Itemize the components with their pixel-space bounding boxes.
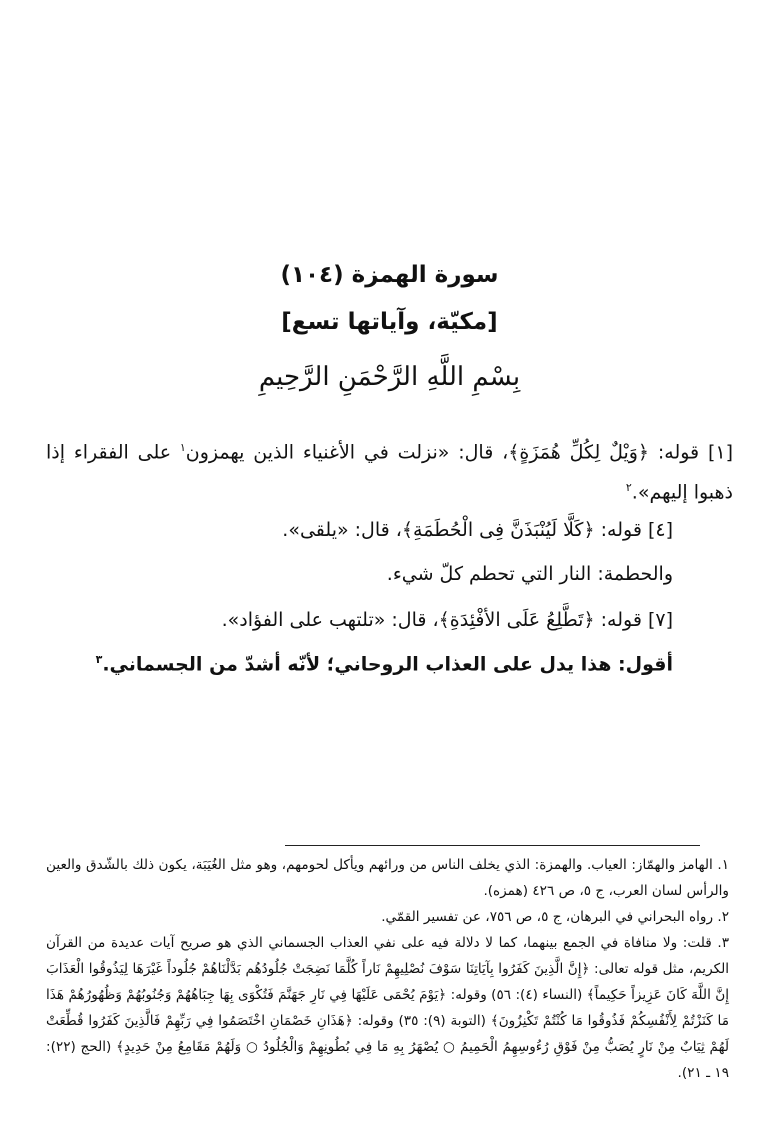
footnote-ref[interactable]: ١	[179, 441, 186, 454]
footnote-item	[46, 930, 729, 1086]
paragraph-verse-1	[46, 430, 733, 511]
footnote-text: الهامز والهمّاز: العياب. والهمزة: الذي يخلف الناس من ورائهم ويأكل لحومهم، وهو مثل الغُيَبَة، يكون ذلك بالشّدق والعين والرأس لسان العرب، ج ٥، ص ٤٢٦ (همزه).	[46, 857, 729, 899]
paragraph-verse-4: [٤] قوله: ﴿كَلَّا لَيُنْبَذَنَّ فِى الْحُطَمَةِ﴾، قال: «يلقى».	[282, 519, 673, 541]
basmala-calligraphy: بِسْمِ اللَّهِ الرَّحْمَنِ الرَّحِيمِ	[258, 362, 521, 392]
footnote-number: ٢.	[717, 909, 729, 925]
paragraph-text: على الفقراء إذا ذهبوا إليهم».	[46, 441, 733, 504]
footnote-number: ١.	[717, 857, 729, 873]
paragraph-hutama-definition: والحطمة: النار التي تحطم كلّ شيء.	[386, 563, 673, 585]
footnote-text: قلت: ولا منافاة في الجمع بينهما، كما لا دلالة فيه على نفي العذاب الجسماني الذي هو صريح آيات عديدة من القرآن الكريم، مثل قوله تعالى: ﴿إِنَّ الَّذِينَ كَفَرُوا بِآيَاتِنَا سَوْفَ نُصْلِيهِمْ نَاراً كُلَّمَا نَضِجَتْ جُلُودُهُم بَدَّلْنَاهُمْ جُلُوداً غَيْرَهَا لِيَذُوقُوا الْعَذَابَ إِنَّ اللَّهَ كَانَ عَزِيزاً حَكِيماً﴾ (النساء (٤): ٥٦) وقوله: ﴿يَوْمَ يُحْمَى عَلَيْهَا فِي نَارِ جَهَنَّمَ فَتُكْوَى بِهَا جِبَاهُهُمْ وَجُنُوبُهُمْ وَظُهُورُهُمْ هَذَا مَا كَنَزْتُمْ لِأَنْفُسِكُمْ فَذُوقُوا مَا كُنْتُمْ تَكْنِزُونَ﴾ (التوبة (٩): ٣٥) وقوله: ﴿هَذَانِ خَصْمَانِ اخْتَصَمُوا فِي رَبِّهِمْ فَالَّذِينَ كَفَرُوا قُطِّعَتْ لَهُمْ ثِيَابٌ مِنْ نَارٍ يُصَبُّ مِنْ فَوْقِ رُءُوسِهِمُ الْحَمِيمُ ○ يُصْهَرُ بِهِ مَا فِي بُطُونِهِمْ وَالْجُلُودُ ○ وَلَهُمْ مَقَامِعُ مِنْ حَدِيدٍ﴾ (الحج (٢٢): ١٩ ـ ٢١).	[46, 935, 729, 1081]
footnote-item	[46, 904, 729, 930]
footnotes-section	[46, 852, 729, 1086]
surah-title: سورة الهمزة (١٠٤)	[280, 262, 499, 288]
paragraph-text: [١] قوله: ﴿وَيْلٌ لِكُلِّ هُمَزَةٍ﴾، قال: «نزلت في الأغنياء الذين يهمزون	[185, 441, 733, 464]
footnote-ref[interactable]: ٣	[95, 653, 103, 666]
footnote-text: رواه البحراني في البرهان، ج ٥، ص ٧٥٦، عن تفسير القمّي.	[381, 909, 714, 925]
footnote-item	[46, 852, 729, 904]
footnote-divider	[285, 845, 700, 846]
surah-subtitle: [مكيّة، وآياتها تسع]	[281, 309, 498, 335]
footnote-number: ٣.	[717, 935, 729, 951]
paragraph-verse-7: [٧] قوله: ﴿تَطَّلِعُ عَلَى الأفْئِدَةِ﴾، قال: «تلتهب على الفؤاد».	[221, 609, 673, 631]
footnote-ref[interactable]: ٢	[625, 481, 632, 495]
paragraph-author-comment	[46, 642, 673, 682]
paragraph-text: أقول: هذا يدل على العذاب الروحاني؛ لأنّه أشدّ من الجسماني.	[102, 653, 673, 676]
